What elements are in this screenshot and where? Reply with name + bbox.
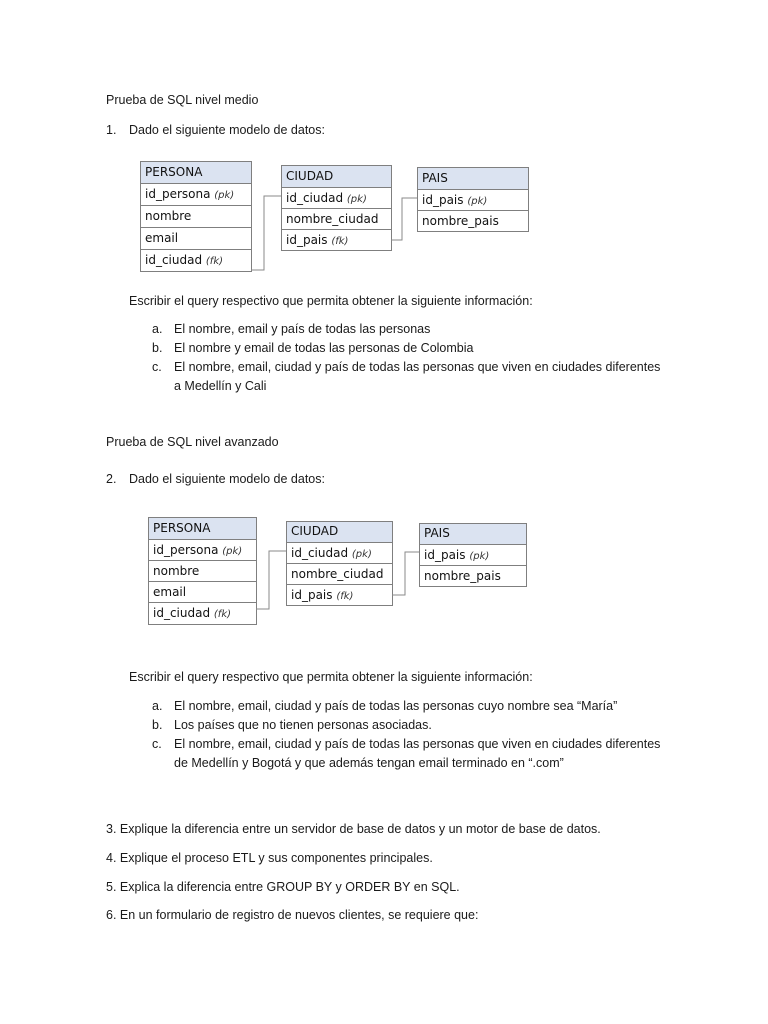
field-row: id_ciudad (fk) <box>141 249 251 271</box>
field-row: nombre_ciudad <box>282 208 391 229</box>
section-title: Prueba de SQL nivel medio <box>106 93 259 107</box>
table-header: PAIS <box>418 168 528 189</box>
list-item-continuation: de Medellín y Bogotá y que además tengan email terminado en “.com” <box>174 756 564 770</box>
field-row: nombre_pais <box>418 210 528 231</box>
field-row: id_persona (pk) <box>149 539 256 560</box>
field-row: nombre_pais <box>420 565 526 586</box>
question-3: 3. Explique la diferencia entre un servidor de base de datos y un motor de base de datos. <box>106 822 601 836</box>
field-row: id_ciudad (pk) <box>282 187 391 208</box>
list-marker: b. <box>152 341 163 355</box>
list-marker: c. <box>152 360 162 374</box>
field-row: id_ciudad (pk) <box>287 542 392 563</box>
field-row: id_pais (fk) <box>282 229 391 250</box>
question-number: 1. <box>106 123 117 137</box>
instruction-text: Escribir el query respectivo que permita obtener la siguiente información: <box>129 670 533 684</box>
field-row: nombre <box>149 560 256 581</box>
field-row: id_pais (pk) <box>420 544 526 565</box>
connector-persona-ciudad <box>251 196 281 270</box>
connector-ciudad-pais <box>391 198 417 240</box>
connector-persona-ciudad <box>256 551 286 609</box>
list-marker: a. <box>152 322 163 336</box>
table-header: PERSONA <box>149 518 256 539</box>
table-header: CIUDAD <box>282 166 391 187</box>
field-row: id_pais (pk) <box>418 189 528 210</box>
list-marker: b. <box>152 718 163 732</box>
field-row: id_persona (pk) <box>141 183 251 205</box>
list-item: El nombre y email de todas las personas de Colombia <box>174 341 474 355</box>
table-header: CIUDAD <box>287 522 392 542</box>
field-row: email <box>149 581 256 602</box>
list-marker: c. <box>152 737 162 751</box>
list-item: Los países que no tienen personas asociadas. <box>174 718 432 732</box>
connector-ciudad-pais <box>392 552 419 595</box>
section-title: Prueba de SQL nivel avanzado <box>106 435 279 449</box>
table-header: PAIS <box>420 524 526 544</box>
field-row: nombre_ciudad <box>287 563 392 584</box>
question-number: 2. <box>106 472 117 486</box>
question-text: Dado el siguiente modelo de datos: <box>129 472 325 486</box>
question-5: 5. Explica la diferencia entre GROUP BY y ORDER BY en SQL. <box>106 880 460 894</box>
list-item: El nombre, email, ciudad y país de todas las personas que viven en ciudades diferentes <box>174 360 661 374</box>
list-item: El nombre, email, ciudad y país de todas las personas que viven en ciudades diferentes <box>174 737 661 751</box>
list-item-continuation: a Medellín y Cali <box>174 379 267 393</box>
instruction-text: Escribir el query respectivo que permita obtener la siguiente información: <box>129 294 533 308</box>
field-row: id_pais (fk) <box>287 584 392 605</box>
field-row: nombre <box>141 205 251 227</box>
field-row: email <box>141 227 251 249</box>
question-text: Dado el siguiente modelo de datos: <box>129 123 325 137</box>
list-item: El nombre, email y país de todas las personas <box>174 322 431 336</box>
list-marker: a. <box>152 699 163 713</box>
field-row: id_ciudad (fk) <box>149 602 256 624</box>
question-4: 4. Explique el proceso ETL y sus componentes principales. <box>106 851 433 865</box>
list-item: El nombre, email, ciudad y país de todas las personas cuyo nombre sea “María” <box>174 699 618 713</box>
question-6: 6. En un formulario de registro de nuevos clientes, se requiere que: <box>106 908 479 922</box>
table-header: PERSONA <box>141 162 251 183</box>
